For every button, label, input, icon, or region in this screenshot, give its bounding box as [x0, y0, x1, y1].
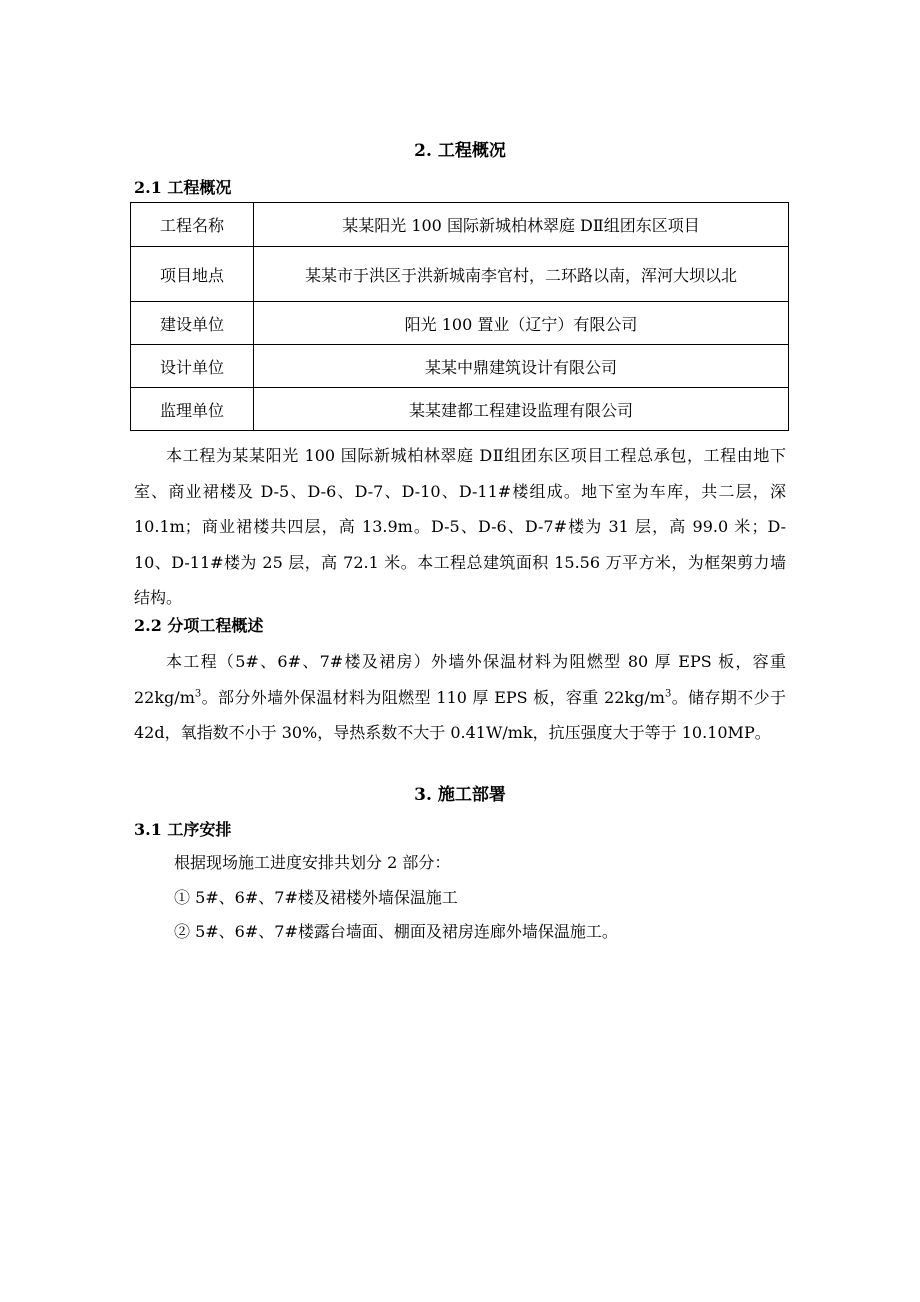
- list-item: ① 5#、6#、7#楼及裙楼外墙保温施工: [174, 888, 458, 907]
- subsection-title-3-1: 3.1 工序安排: [134, 820, 232, 839]
- paragraph-text: 。部分外墙外保温材料为阻燃型 110 厚 EPS 板，容重 22kg/m: [201, 687, 665, 707]
- section-title-project-overview: 2. 工程概况: [414, 141, 506, 161]
- table-value-cell: 某某建都工程建设监理有限公司: [254, 388, 789, 431]
- table-label-cell: 设计单位: [131, 345, 254, 388]
- table-value-cell: 某某市于洪区于洪新城南李官村，二环路以南，浑河大坝以北: [254, 247, 789, 302]
- table-row: [131, 388, 789, 431]
- section-title-construction-deployment: 3. 施工部署: [414, 785, 506, 805]
- paragraph-text: 。储存期不少于 42d，氧指数不小于 30%，导热系数不大于 0.41W/mk，抗压强度大于等于 10.10MP。: [134, 687, 786, 742]
- list-item: ② 5#、6#、7#楼露台墙面、棚面及裙房连廊外墙保温施工。: [174, 922, 618, 941]
- table-label-cell: 工程名称: [131, 203, 254, 247]
- subsection-title-2-2: 2.2 分项工程概述: [134, 616, 264, 635]
- table-label-cell: 项目地点: [131, 247, 254, 302]
- project-overview-paragraph: 本工程为某某阳光 100 国际新城柏林翠庭 DⅡ组团东区项目工程总承包，工程由地下室、商业裙楼及 D-5、D-6、D-7、D-10、D-11#楼组成。地下室为车库，共二层，深 10.1m；商业裙楼共四层，高 13.9m。D-5、D-6、D-7#楼为 31 层，高 99.0 米；D-10、D-11#楼为 25 层，高 72.1 米。本工程总建筑面积 15.56 万平方米，为框架剪力墙结构。: [134, 446, 786, 607]
- project-info-table: [130, 202, 789, 431]
- paragraph-text: 本工程（5#、6#、7#楼及裙房）外墙外保温材料为阻燃型 80 厚 EPS 板，容重 22kg/m: [134, 652, 786, 707]
- subsection-title-2-1: 2.1 工程概况: [134, 178, 232, 197]
- process-intro-text: 根据现场施工进度安排共划分 2 部分：: [174, 853, 451, 872]
- table-row: [131, 203, 789, 247]
- table-label-cell: 建设单位: [131, 302, 254, 345]
- subitem-overview-paragraph: [134, 644, 786, 751]
- table-row: [131, 345, 789, 388]
- table-value-cell: 阳光 100 置业（辽宁）有限公司: [254, 302, 789, 345]
- table-row: [131, 247, 789, 302]
- table-value-cell: 某某中鼎建筑设计有限公司: [254, 345, 789, 388]
- table-value-cell: 某某阳光 100 国际新城柏林翠庭 DⅡ组团东区项目: [254, 203, 789, 247]
- table-label-cell: 监理单位: [131, 388, 254, 431]
- table-row: [131, 302, 789, 345]
- superscript: 3: [664, 688, 672, 700]
- superscript: 3: [194, 688, 202, 700]
